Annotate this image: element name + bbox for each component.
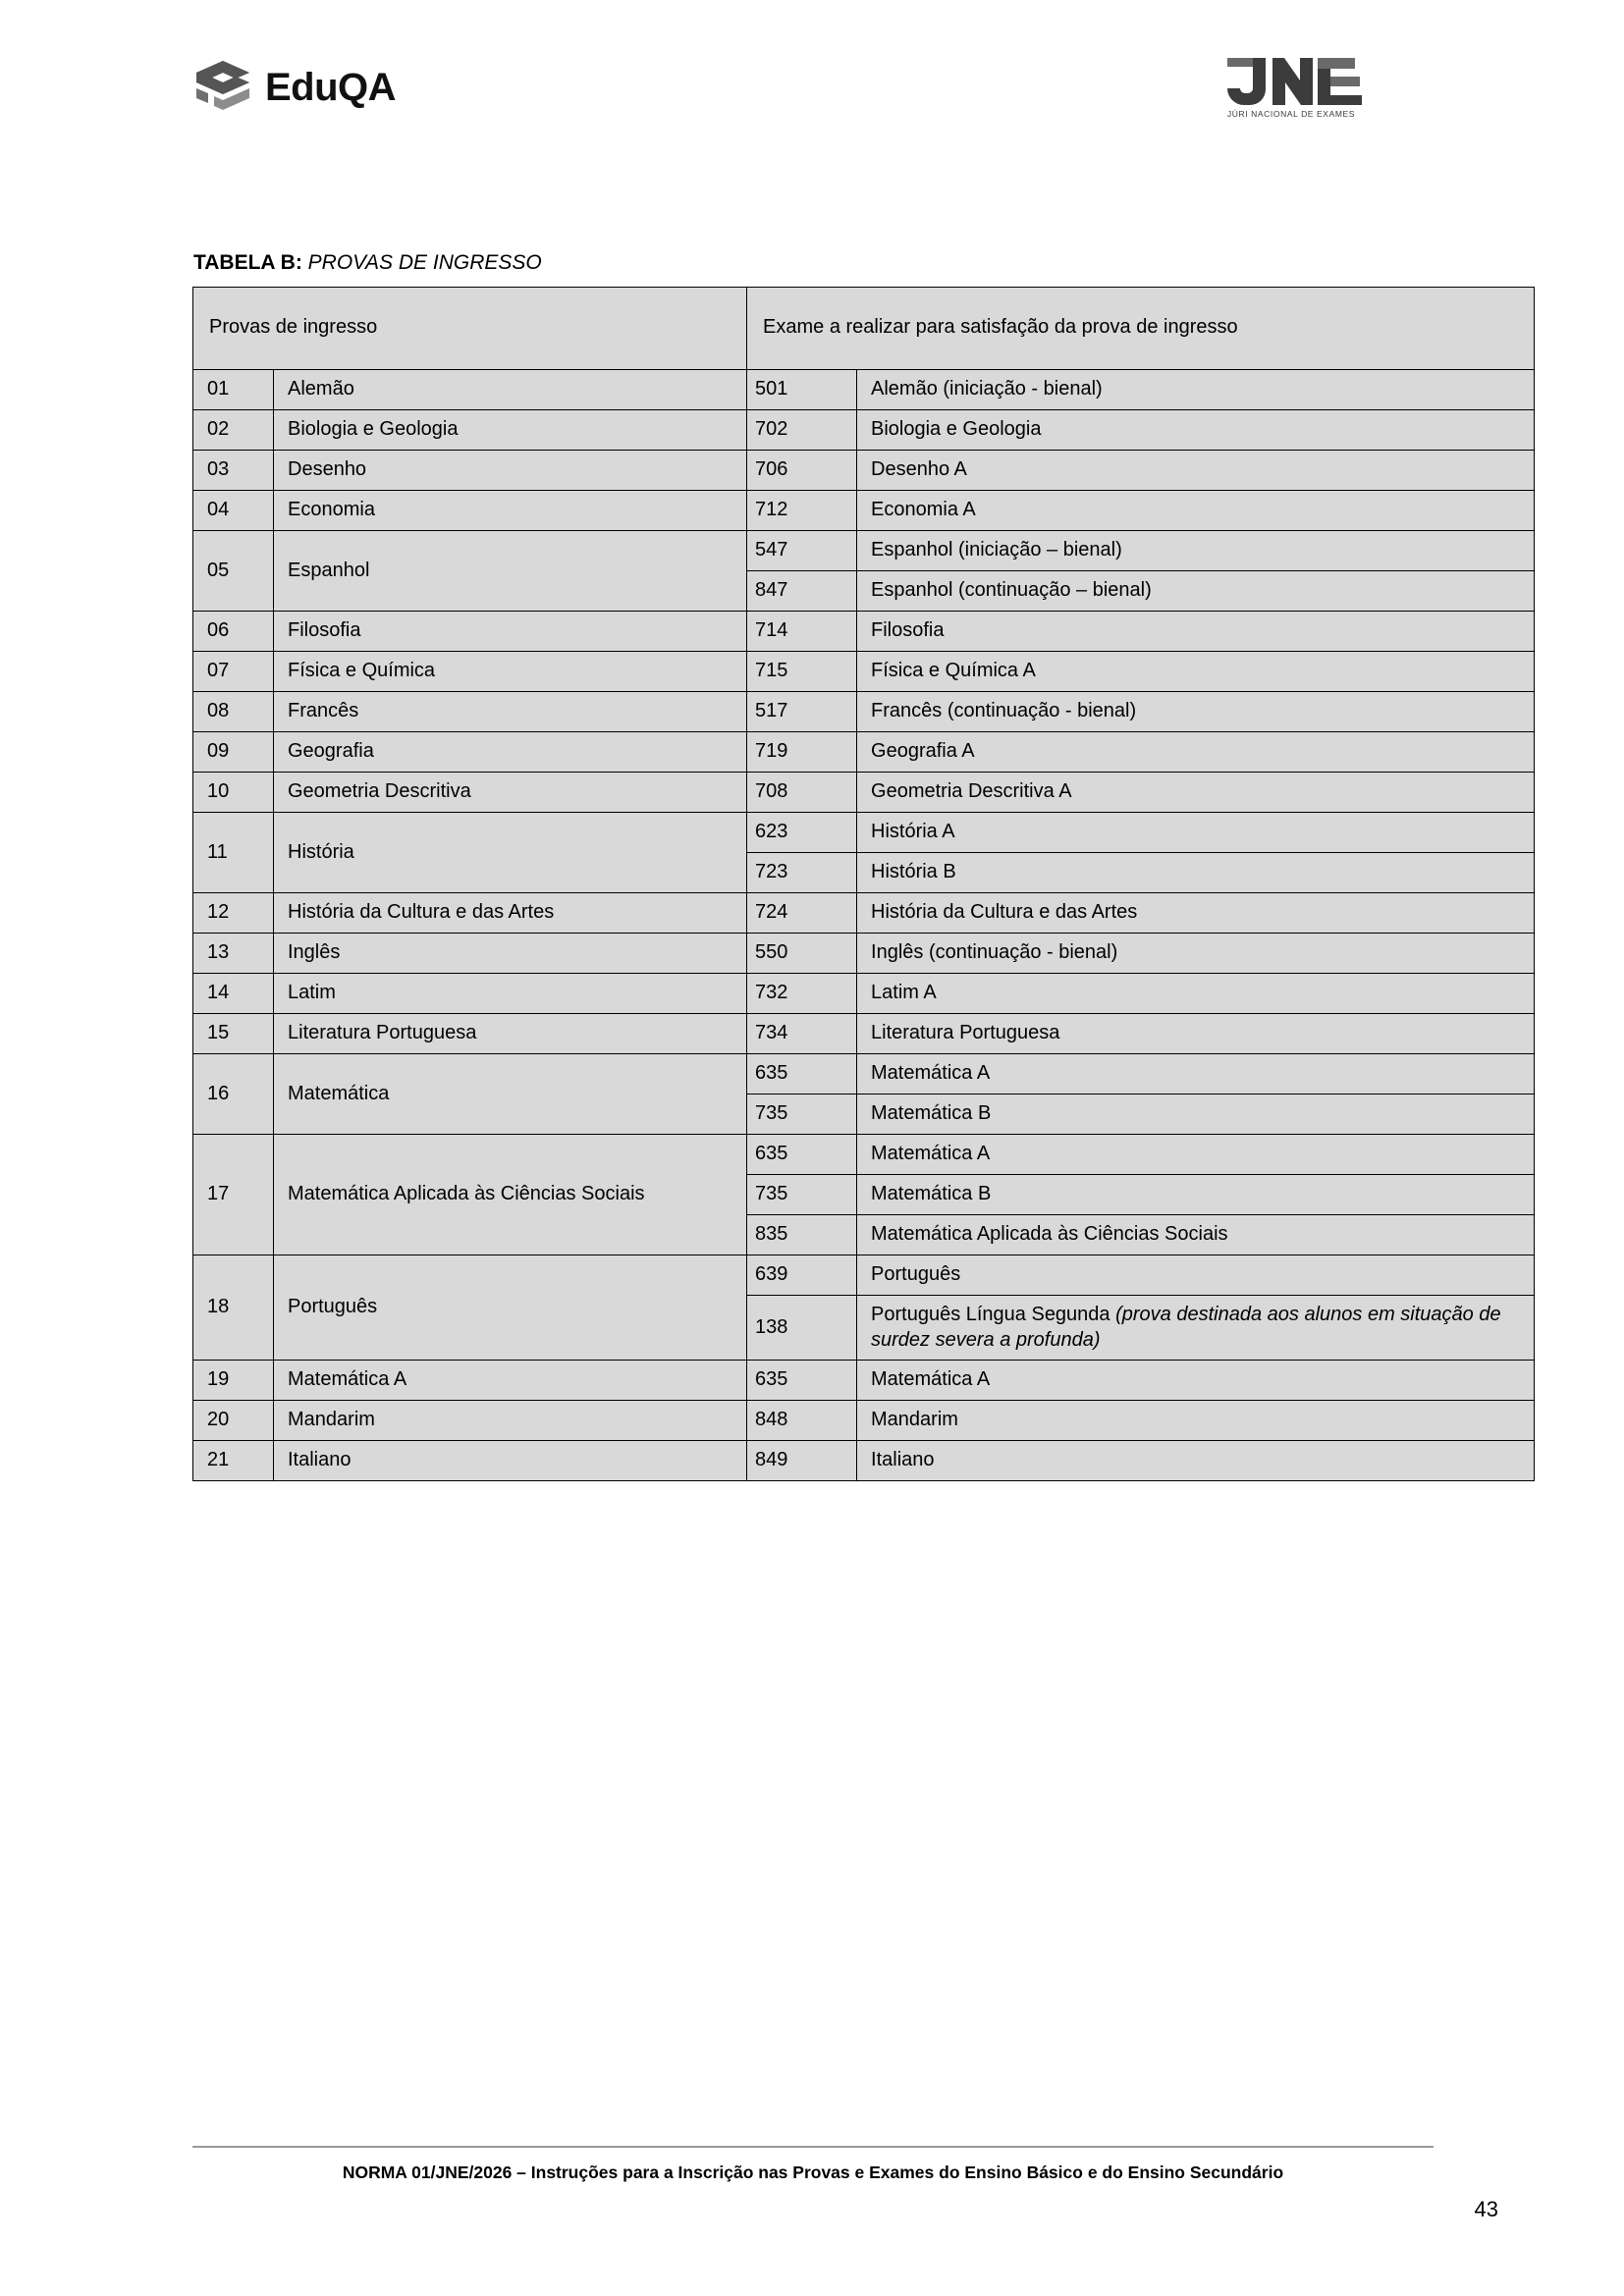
cell-prova-number: 10 [193, 773, 274, 813]
cell-prova-number: 11 [193, 813, 274, 893]
cell-exam-code: 719 [747, 732, 857, 773]
cell-exam-label: Filosofia [857, 612, 1535, 652]
provas-de-ingresso-table [192, 287, 1535, 1481]
cell-prova-name: História da Cultura e das Artes [274, 893, 747, 934]
cell-prova-number: 15 [193, 1014, 274, 1054]
cell-prova-name: Filosofia [274, 612, 747, 652]
cell-exam-code: 517 [747, 692, 857, 732]
cell-exam-label: História A [857, 813, 1535, 853]
cell-exam-code: 138 [747, 1296, 857, 1361]
cell-prova-name: Geometria Descritiva [274, 773, 747, 813]
cell-prova-number: 08 [193, 692, 274, 732]
table-row [193, 531, 1535, 571]
table-row [193, 370, 1535, 410]
footer-note: NORMA 01/JNE/2026 – Instruções para a Inscrição nas Provas e Exames do Ensino Básico e do Ensino Secundário [342, 2163, 1284, 2182]
cell-exam-code: 734 [747, 1014, 857, 1054]
cell-prova-name: História [274, 813, 747, 893]
table-row [193, 451, 1535, 491]
cell-prova-number: 05 [193, 531, 274, 612]
table-row [193, 491, 1535, 531]
cell-exam-code: 735 [747, 1095, 857, 1135]
cell-exam-label: Matemática B [857, 1175, 1535, 1215]
table-caption-label: TABELA B: [193, 251, 302, 274]
cell-prova-name: Economia [274, 491, 747, 531]
cell-prova-number: 09 [193, 732, 274, 773]
cell-exam-code: 547 [747, 531, 857, 571]
cell-prova-number: 01 [193, 370, 274, 410]
cell-exam-label: Física e Química A [857, 652, 1535, 692]
cell-prova-name: Matemática A [274, 1361, 747, 1401]
table-row [193, 1014, 1535, 1054]
cell-exam-code: 501 [747, 370, 857, 410]
cell-prova-number: 17 [193, 1135, 274, 1255]
table-row [193, 612, 1535, 652]
cell-prova-number: 13 [193, 934, 274, 974]
cell-prova-number: 19 [193, 1361, 274, 1401]
cell-exam-label: Alemão (iniciação - bienal) [857, 370, 1535, 410]
cell-exam-label: Francês (continuação - bienal) [857, 692, 1535, 732]
table-header-row [193, 288, 1535, 370]
cell-exam-label: Literatura Portuguesa [857, 1014, 1535, 1054]
cell-exam-label: Matemática A [857, 1361, 1535, 1401]
cell-exam-code: 848 [747, 1401, 857, 1441]
table-header [193, 288, 1535, 370]
cell-exam-code: 702 [747, 410, 857, 451]
cell-prova-number: 02 [193, 410, 274, 451]
cell-prova-number: 06 [193, 612, 274, 652]
cell-exam-code: 708 [747, 773, 857, 813]
cell-exam-label: Espanhol (iniciação – bienal) [857, 531, 1535, 571]
cell-prova-name: Inglês [274, 934, 747, 974]
cell-exam-code: 623 [747, 813, 857, 853]
eduqa-logo [192, 59, 396, 116]
table-row [193, 692, 1535, 732]
cell-exam-label: Geografia A [857, 732, 1535, 773]
cell-prova-name: Física e Química [274, 652, 747, 692]
cell-prova-name: Italiano [274, 1441, 747, 1481]
cell-exam-label: História B [857, 853, 1535, 893]
cell-prova-number: 14 [193, 974, 274, 1014]
cell-prova-name: Mandarim [274, 1401, 747, 1441]
cell-exam-label: Mandarim [857, 1401, 1535, 1441]
table-row [193, 1401, 1535, 1441]
cell-exam-label: Matemática Aplicada às Ciências Sociais [857, 1215, 1535, 1255]
table-row [193, 1441, 1535, 1481]
cell-exam-label: Economia A [857, 491, 1535, 531]
jne-mark-icon [1218, 56, 1365, 107]
table-row [193, 893, 1535, 934]
cell-prova-name: Português [274, 1255, 747, 1361]
cell-exam-code: 723 [747, 853, 857, 893]
table-row [193, 1135, 1535, 1175]
cell-exam-label: História da Cultura e das Artes [857, 893, 1535, 934]
cell-prova-name: Matemática [274, 1054, 747, 1135]
cell-prova-name: Desenho [274, 451, 747, 491]
cell-exam-label: Geometria Descritiva A [857, 773, 1535, 813]
cell-exam-code: 635 [747, 1361, 857, 1401]
cell-prova-name: Literatura Portuguesa [274, 1014, 747, 1054]
table-row [193, 974, 1535, 1014]
cube-logo-icon [192, 59, 253, 116]
table-row [193, 813, 1535, 853]
cell-prova-name: Alemão [274, 370, 747, 410]
cell-exam-code: 835 [747, 1215, 857, 1255]
cell-prova-name: Geografia [274, 732, 747, 773]
table-row [193, 410, 1535, 451]
table-caption [193, 250, 542, 275]
cell-exam-code: 735 [747, 1175, 857, 1215]
cell-prova-number: 04 [193, 491, 274, 531]
cell-exam-code: 635 [747, 1054, 857, 1095]
cell-prova-name: Latim [274, 974, 747, 1014]
cell-exam-label: Espanhol (continuação – bienal) [857, 571, 1535, 612]
cell-exam-label: Matemática B [857, 1095, 1535, 1135]
table-row [193, 652, 1535, 692]
cell-exam-code: 639 [747, 1255, 857, 1296]
page-number: 43 [1474, 2197, 1498, 2221]
cell-exam-code: 706 [747, 451, 857, 491]
cell-exam-code: 847 [747, 571, 857, 612]
cell-prova-number: 16 [193, 1054, 274, 1135]
provas-de-ingresso-table-wrapper [192, 287, 1534, 1481]
column-header-provas: Provas de ingresso [193, 288, 747, 370]
cell-exam-label: Português [857, 1255, 1535, 1296]
cell-exam-code: 724 [747, 893, 857, 934]
cell-exam-code: 714 [747, 612, 857, 652]
cell-exam-code: 849 [747, 1441, 857, 1481]
cell-prova-number: 18 [193, 1255, 274, 1361]
cell-exam-label: Português Língua Segunda (prova destinada aos alunos em situação de surdez severa a profunda) [857, 1296, 1535, 1361]
table-row [193, 773, 1535, 813]
cell-prova-number: 20 [193, 1401, 274, 1441]
cell-prova-name: Biologia e Geologia [274, 410, 747, 451]
cell-prova-name: Espanhol [274, 531, 747, 612]
jne-logo [1218, 56, 1435, 119]
cell-prova-name: Matemática Aplicada às Ciências Sociais [274, 1135, 747, 1255]
table-body [193, 370, 1535, 1481]
cell-exam-code: 712 [747, 491, 857, 531]
cell-exam-label: Italiano [857, 1441, 1535, 1481]
cell-prova-number: 12 [193, 893, 274, 934]
cell-exam-code: 550 [747, 934, 857, 974]
table-row [193, 1361, 1535, 1401]
cell-exam-label: Inglês (continuação - bienal) [857, 934, 1535, 974]
table-caption-title: PROVAS DE INGRESSO [307, 251, 542, 274]
footer-divider [192, 2146, 1434, 2148]
page-header [192, 43, 1435, 132]
table-row [193, 934, 1535, 974]
cell-prova-name: Francês [274, 692, 747, 732]
cell-exam-label: Biologia e Geologia [857, 410, 1535, 451]
cell-prova-number: 21 [193, 1441, 274, 1481]
cell-prova-number: 07 [193, 652, 274, 692]
cell-exam-code: 715 [747, 652, 857, 692]
table-row [193, 1255, 1535, 1296]
jne-subtitle: JÚRI NACIONAL DE EXAMES [1226, 109, 1356, 119]
cell-exam-code: 635 [747, 1135, 857, 1175]
cell-exam-code: 732 [747, 974, 857, 1014]
cell-exam-label: Matemática A [857, 1054, 1535, 1095]
cell-exam-label: Desenho A [857, 451, 1535, 491]
cell-prova-number: 03 [193, 451, 274, 491]
brand-name: EduQA [265, 66, 397, 109]
cell-exam-label: Matemática A [857, 1135, 1535, 1175]
table-row [193, 732, 1535, 773]
column-header-exame: Exame a realizar para satisfação da prova de ingresso [747, 288, 1535, 370]
table-row [193, 1054, 1535, 1095]
cell-exam-label: Latim A [857, 974, 1535, 1014]
